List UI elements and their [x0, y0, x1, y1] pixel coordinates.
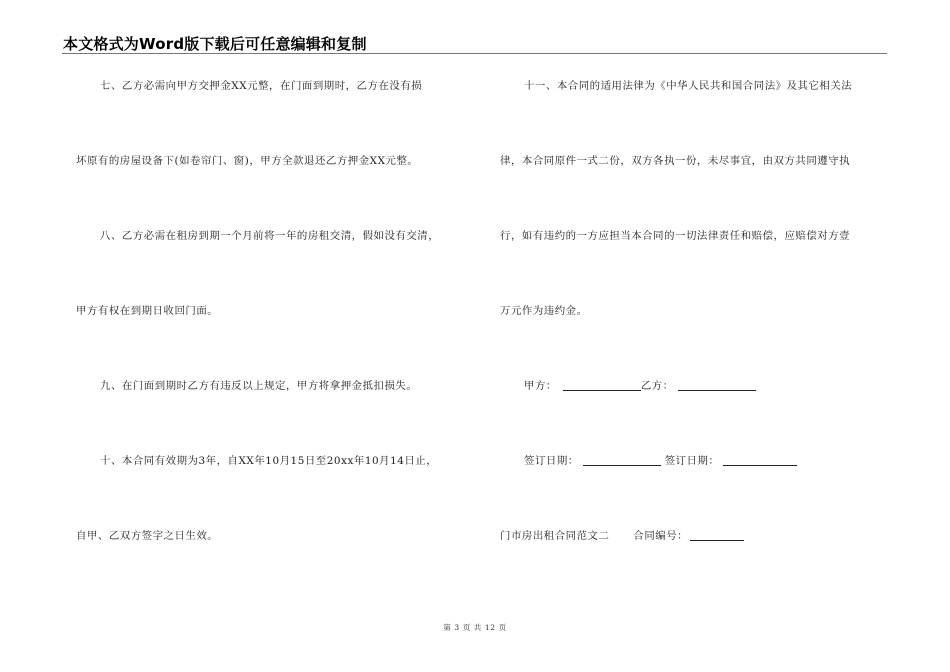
page-number-footer: 第 3 页 共 12 页: [443, 623, 507, 632]
clause-11-line-3: 行，如有违约的一方应担当本合同的一切法律责任和赔偿，应赔偿对方壹: [500, 230, 851, 242]
sign-date-b-blank[interactable]: [723, 454, 797, 466]
party-a-signature-blank[interactable]: [563, 379, 641, 391]
next-document-row: [500, 529, 744, 543]
party-b-label: 乙方：: [640, 380, 674, 392]
signature-row: [524, 379, 756, 393]
sign-date-row: [524, 454, 797, 468]
clause-7-line-2: 坏原有的房屋设备下(如卷帘门、窗)，甲方全款退还乙方押金XX元整。: [76, 155, 419, 167]
clause-11-line-1: 十一、本合同的适用法律为《中华人民共和国合同法》及其它相关法: [524, 80, 853, 92]
header-divider: [62, 53, 887, 54]
next-document-title: 门市房出租合同范文二: [500, 530, 610, 542]
clause-11-line-2: 律，本合同原件一式二份，双方各执一份，未尽事宜，由双方共同遵守执: [500, 155, 851, 167]
clause-9-line-1: 九、在门面到期时乙方有违反以上规定，甲方将拿押金抵扣损失。: [100, 380, 418, 392]
clause-10-line-2: 自甲、乙双方签字之日生效。: [76, 530, 219, 542]
contract-number-label: 合同编号：: [633, 530, 689, 542]
document-header-title: 本文格式为Word版下载后可任意编辑和复制: [63, 35, 367, 53]
party-a-label: 甲方：: [524, 380, 557, 392]
sign-date-a-label: 签订日期：: [524, 455, 579, 467]
party-b-signature-blank[interactable]: [678, 379, 756, 391]
clause-11-line-4: 万元作为违约金。: [500, 305, 588, 317]
clause-8-line-2: 甲方有权在到期日收回门面。: [76, 305, 219, 317]
clause-7-line-1: 七、乙方必需向甲方交押金XX元整，在门面到期时，乙方在没有损: [100, 80, 423, 92]
sign-date-a-blank[interactable]: [583, 454, 661, 466]
clause-8-line-1: 八、乙方必需在租房到期一个月前将一年的房租交清，假如没有交清，: [100, 230, 440, 242]
sign-date-b-label: 签订日期：: [664, 455, 720, 467]
clause-10-line-1: 十、本合同有效期为3年，自XX年10月15日至20xx年10月14日止，: [100, 455, 438, 467]
contract-number-blank[interactable]: [690, 529, 744, 541]
